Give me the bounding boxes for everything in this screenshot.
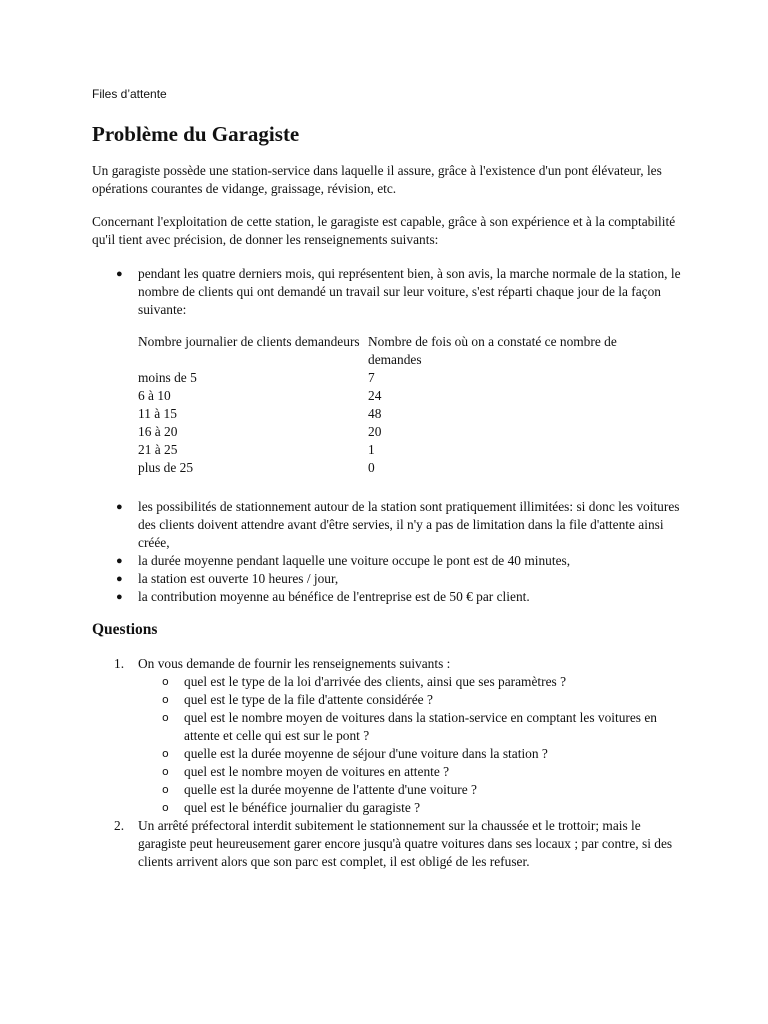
sub-question-item — [138, 691, 682, 709]
list-item-text: la contribution moyenne au bénéfice de l'entreprise est de 50 € par client. — [138, 589, 530, 604]
bullet-icon: ● — [116, 591, 123, 603]
frequency-table — [138, 333, 668, 477]
sub-question-text: quel est le type de la file d'attente considérée ? — [184, 692, 433, 707]
table-row — [138, 387, 668, 405]
circle-bullet-icon: o — [162, 801, 169, 814]
table-cell: 0 — [368, 460, 375, 475]
list-item — [92, 570, 682, 588]
question-text: On vous demande de fournir les renseignements suivants : — [138, 656, 451, 671]
list-item — [92, 588, 682, 606]
list-item-text: pendant les quatre derniers mois, qui représentent bien, à son avis, la marche normale de la station, le nombre de clients qui ont demandé un travail sur leur voiture, s'est réparti chaque jour de la façon suivante: — [138, 266, 681, 317]
sub-question-text: quelle est la durée moyenne de séjour d'une voiture dans la station ? — [184, 746, 548, 761]
questions-heading: Questions — [92, 621, 158, 638]
table-cell: plus de 25 — [138, 460, 194, 475]
header-label: Files d’attente — [92, 87, 167, 101]
question-item — [92, 655, 682, 817]
intro-paragraph: Un garagiste possède une station-service dans laquelle il assure, grâce à l'existence d'un pont élévateur, les opérations courantes de vidange, graissage, révision, etc. — [92, 163, 662, 196]
page-title: Problème du Garagiste — [92, 122, 300, 146]
sub-question-text: quel est le nombre moyen de voitures dans la station-service en comptant les voitures en attente et celle qui est sur le pont ? — [184, 710, 658, 743]
sub-question-item — [138, 763, 682, 781]
bullet-icon: ● — [116, 501, 123, 513]
bullet-icon: ● — [116, 268, 123, 280]
table-header-row — [138, 333, 668, 369]
question-text: Un arrêté préfectoral interdit subitement le stationnement sur la chaussée et le trottoir; mais le garagiste peut heureusement garer encore jusqu'à quatre voitures dans ses locaux ; par contre, si des clients arrivent alors que son parc est complet, il est obligé de les refuser. — [138, 818, 673, 869]
context-paragraph: Concernant l'exploitation de cette station, le garagiste est capable, grâce à son expérience et à la comptabilité qu'il tient avec précision, de donner les renseignements suivants: — [92, 214, 676, 247]
bullet-icon: ● — [116, 573, 123, 585]
table-cell: moins de 5 — [138, 370, 197, 385]
list-item — [92, 552, 682, 570]
sub-question-text: quel est le nombre moyen de voitures en attente ? — [184, 764, 450, 779]
list-item — [92, 265, 682, 319]
sub-question-item — [138, 673, 682, 691]
info-bullet-list-first — [92, 265, 682, 319]
table-cell: 24 — [368, 388, 382, 403]
circle-bullet-icon: o — [162, 675, 169, 688]
sub-question-text: quel est le type de la loi d'arrivée des clients, ainsi que ses paramètres ? — [184, 674, 567, 689]
questions-list — [92, 655, 682, 871]
table-cell: 20 — [368, 424, 382, 439]
table-header-cell: Nombre de fois où on a constaté ce nombre de demandes — [368, 334, 617, 367]
table-cell: 16 à 20 — [138, 424, 178, 439]
list-item-text: la station est ouverte 10 heures / jour, — [138, 571, 339, 586]
list-item-text: la durée moyenne pendant laquelle une voiture occupe le pont est de 40 minutes, — [138, 553, 571, 568]
table-cell: 48 — [368, 406, 382, 421]
bullet-icon: ● — [116, 555, 123, 567]
table-cell: 21 à 25 — [138, 442, 178, 457]
circle-bullet-icon: o — [162, 693, 169, 706]
circle-bullet-icon: o — [162, 747, 169, 760]
table-row — [138, 441, 668, 459]
circle-bullet-icon: o — [162, 765, 169, 778]
sub-question-list — [138, 673, 682, 817]
sub-question-item — [138, 799, 682, 817]
sub-question-item — [138, 781, 682, 799]
table-row — [138, 405, 668, 423]
circle-bullet-icon: o — [162, 783, 169, 796]
table-cell: 11 à 15 — [138, 406, 177, 421]
table-cell: 1 — [368, 442, 375, 457]
sub-question-text: quel est le bénéfice journalier du garagiste ? — [184, 800, 421, 815]
sub-question-item — [138, 745, 682, 763]
list-item — [92, 498, 682, 552]
table-row — [138, 459, 668, 477]
list-item-text: les possibilités de stationnement autour de la station sont pratiquement illimitées: si donc les voitures des clients doivent attendre avant d'être servies, il n'y a pas de limitation dans la file d'attente ainsi créée, — [138, 499, 680, 550]
question-number: 2. — [114, 818, 125, 833]
info-bullet-list-second — [92, 498, 682, 606]
table-row — [138, 423, 668, 441]
sub-question-text: quelle est la durée moyenne de l'attente d'une voiture ? — [184, 782, 477, 797]
question-number: 1. — [114, 656, 125, 671]
circle-bullet-icon: o — [162, 711, 169, 724]
sub-question-item — [138, 709, 682, 745]
table-cell: 7 — [368, 370, 375, 385]
table-header-cell: Nombre journalier de clients demandeurs — [138, 334, 360, 349]
table-row — [138, 369, 668, 387]
question-item — [92, 817, 682, 871]
table-cell: 6 à 10 — [138, 388, 171, 403]
